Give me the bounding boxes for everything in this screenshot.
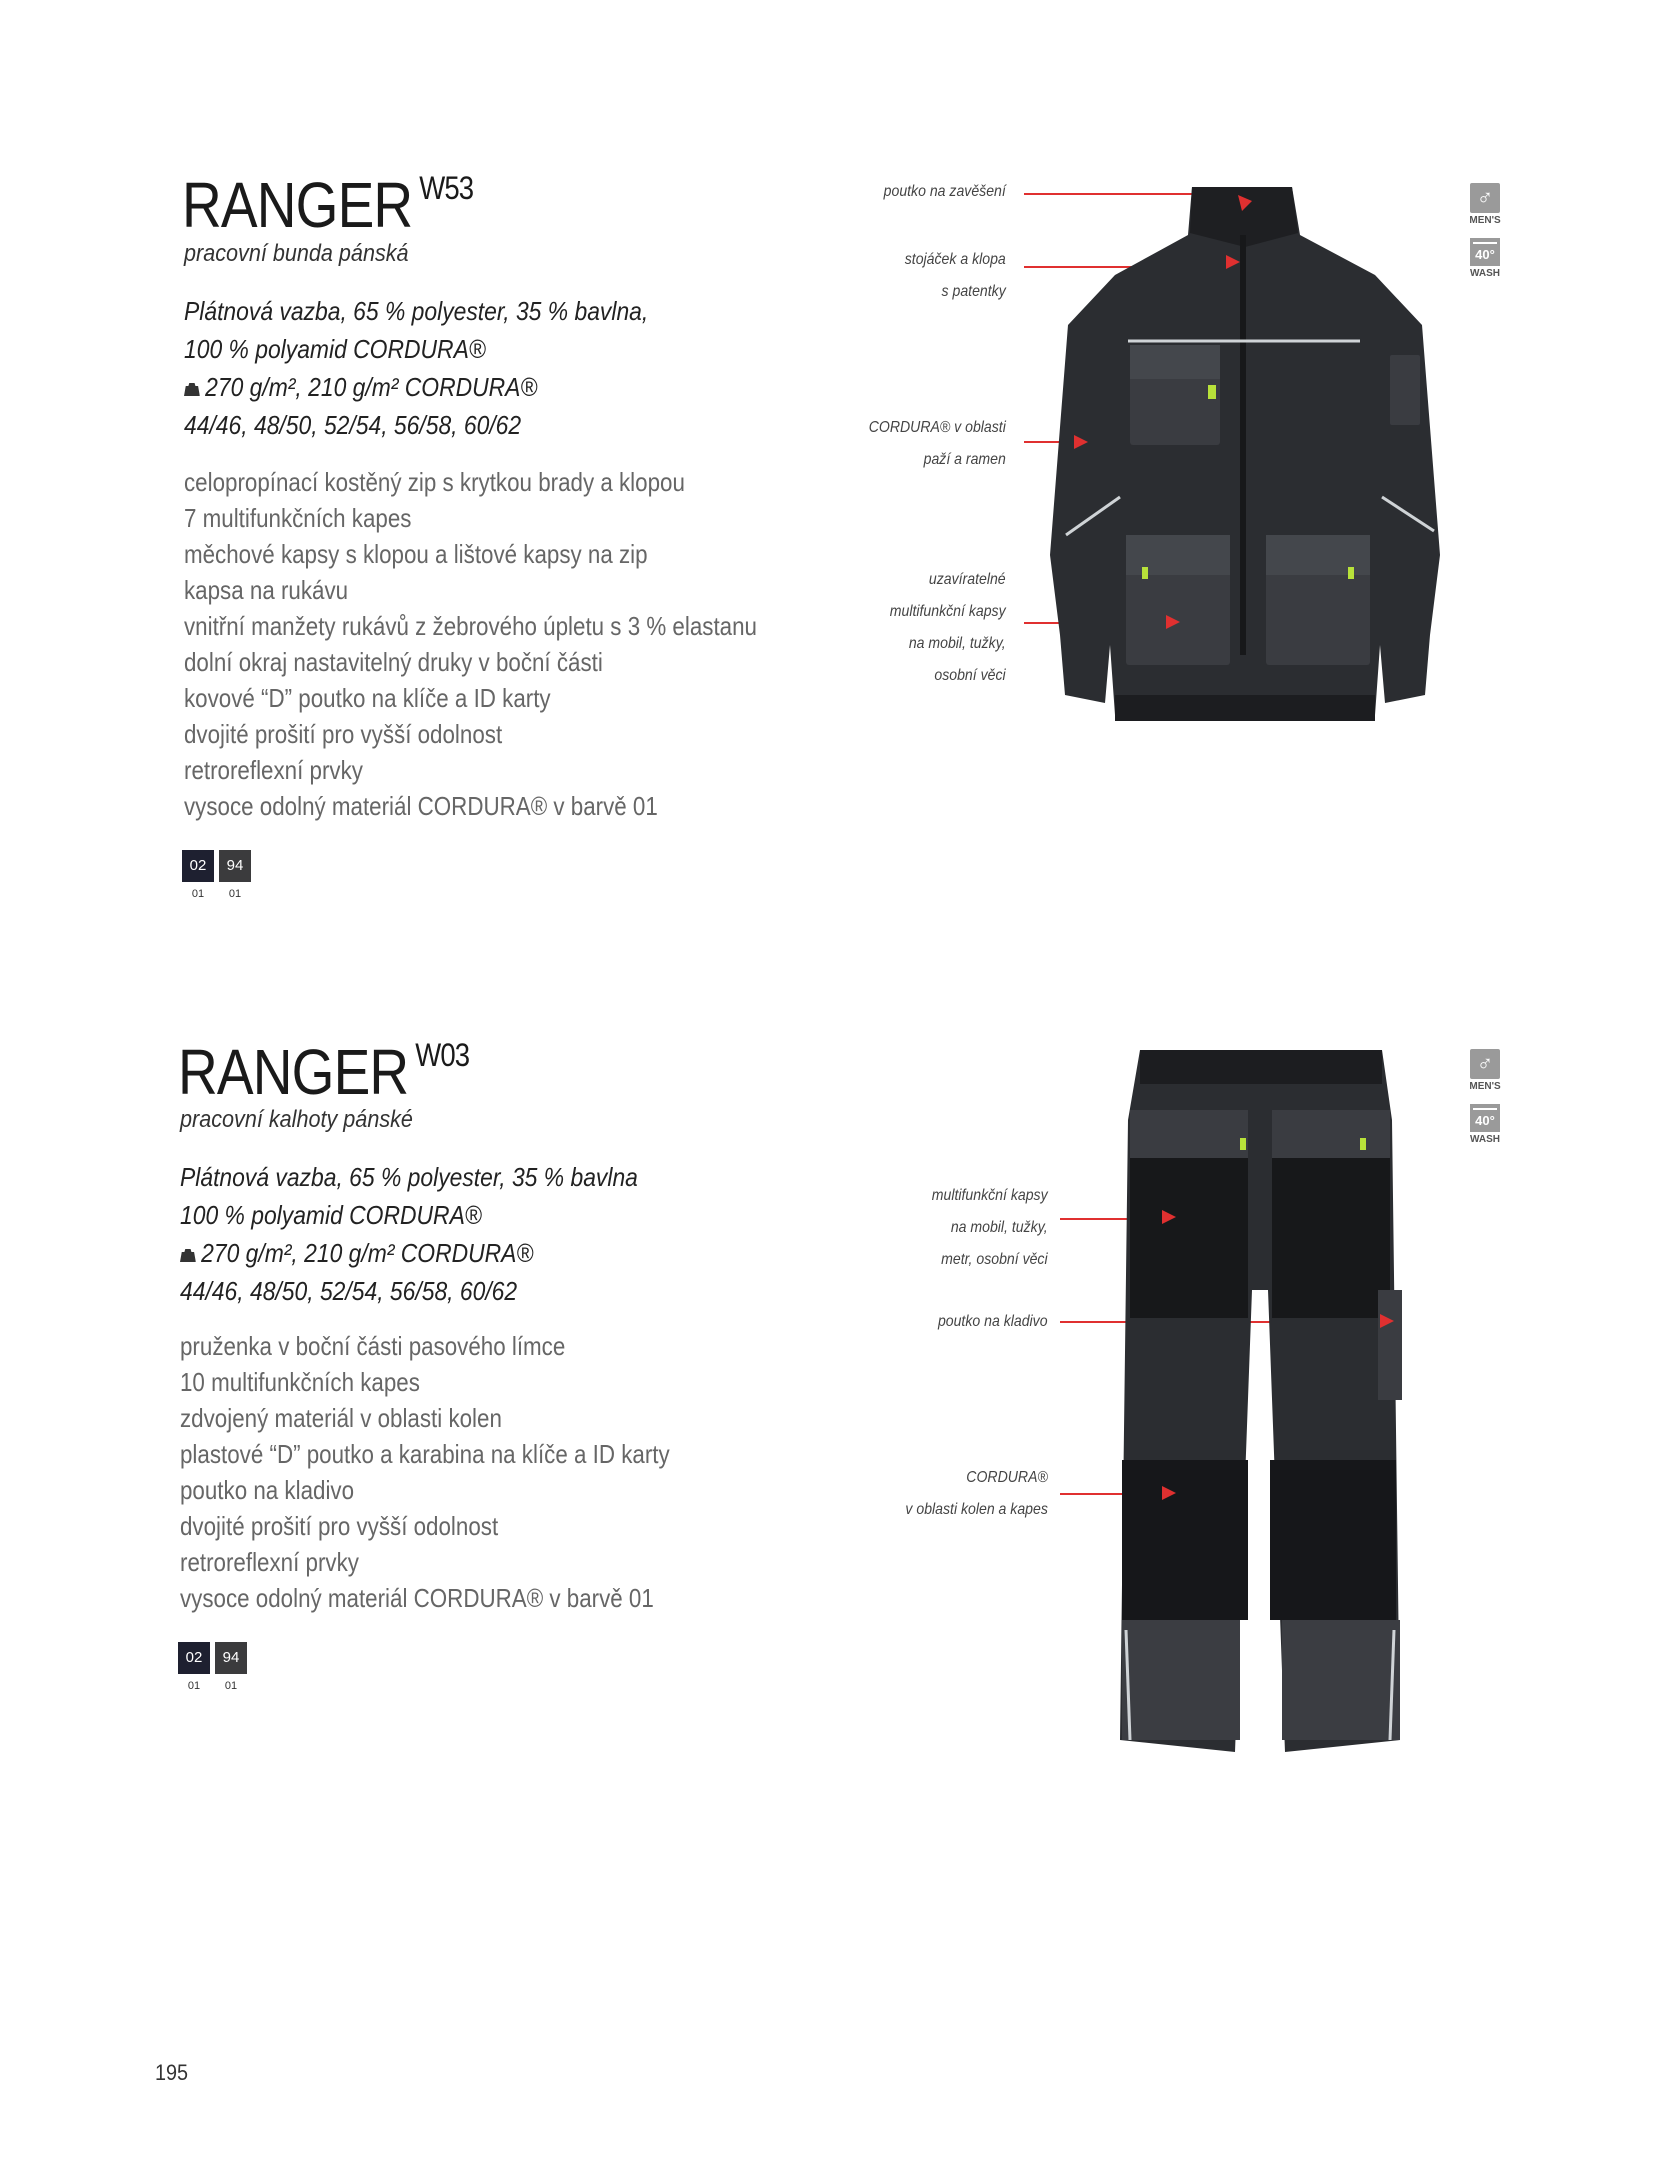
list-item: dolní okraj nastavitelný druky v boční části [184,647,603,677]
list-item: poutko na kladivo [180,1475,355,1505]
callout-cordura-knees: CORDURA® v oblasti kolen a kapes [905,1469,1048,1518]
list-item: vnitřní manžety rukávů z žebrového úpletu s 3 % elastanu [184,611,757,641]
list-item: kapsa na rukávu [184,575,349,605]
spec-cordura: 100 % polyamid CORDURA® [184,334,486,364]
product-subtitle: pracovní bunda pánská [184,240,409,267]
feature-list [180,1328,670,1616]
list-item: celopropínací kostěný zip s krytkou brady a klopou [184,467,685,497]
list-item: vysoce odolný materiál CORDURA® v barvě 01 [184,791,658,821]
color-swatch[interactable]: 94 01 [219,850,251,900]
spec-fabric: Plátnová vazba, 65 % polyester, 35 % bavlna, [184,296,649,326]
list-item: dvojité prošití pro vyšší odolnost [184,719,503,749]
trousers-image [1110,1040,1410,1760]
list-item: vysoce odolný materiál CORDURA® v barvě 01 [180,1583,654,1613]
product-title: RANGER $^{W53}$ [182,169,474,241]
list-item: pruženka v boční části pasového límce [180,1331,566,1361]
care-icons: ♂ MEN'S 40° WASH [1469,1051,1501,1145]
product-title: RANGER $^{W03}$ [178,1036,470,1108]
product-subtitle: pracovní kalhoty pánské [180,1106,413,1133]
list-item: plastové “D” poutko a karabina na klíče a ID karty [180,1439,670,1469]
callout-cordura-arms: CORDURA® v oblasti paží a ramen [868,419,1006,468]
color-swatch[interactable]: 94 01 [215,1642,247,1692]
list-item: měchové kapsy s klopou a lištové kapsy na zip [184,539,648,569]
callout-pockets: multifunkční kapsy na mobil, tužky, metr, osobní věci [932,1187,1048,1268]
weight-icon [184,382,200,396]
callout-pockets: uzavíratelné multifunkční kapsy na mobil, tužky, osobní věci [890,571,1006,684]
wash-icon: 40° [1470,1104,1500,1132]
spec-fabric: Plátnová vazba, 65 % polyester, 35 % bavlna [180,1162,638,1192]
color-swatches [182,850,251,900]
list-item: retroreflexní prvky [180,1547,359,1577]
spec-sizes: 44/46, 48/50, 52/54, 56/58, 60/62 [180,1276,518,1306]
spec-weight: 270 g/m², 210 g/m² CORDURA® [180,1234,638,1272]
male-icon: ♂ [1470,1049,1500,1079]
list-item: zdvojený materiál v oblasti kolen [180,1403,502,1433]
list-item: 7 multifunkčních kapes [184,503,412,533]
product-specs [184,292,648,444]
list-item: dvojité prošití pro vyšší odolnost [180,1511,499,1541]
list-item: retroreflexní prvky [184,755,363,785]
spec-sizes: 44/46, 48/50, 52/54, 56/58, 60/62 [184,410,522,440]
jacket-image [1030,175,1460,735]
weight-icon [180,1248,196,1262]
callout-hammer-loop: poutko na kladivo [938,1313,1048,1330]
list-item: kovové “D” poutko na klíče a ID karty [184,683,551,713]
list-item: 10 multifunkčních kapes [180,1367,420,1397]
care-icons: ♂ MEN'S 40° WASH [1469,185,1501,279]
page-number: 195 [155,2060,189,2085]
callout-collar: stojáček a klopa s patentky [905,251,1006,300]
color-swatches [178,1642,247,1692]
wash-icon: 40° [1470,238,1500,266]
callout-hanging-loop: poutko na zavěšení [883,183,1006,200]
feature-list [184,464,757,824]
spec-weight: 270 g/m², 210 g/m² CORDURA® [184,368,648,406]
color-swatch[interactable]: 02 01 [178,1642,210,1692]
spec-cordura: 100 % polyamid CORDURA® [180,1200,482,1230]
male-icon: ♂ [1470,183,1500,213]
color-swatch[interactable]: 02 01 [182,850,214,900]
product-specs [180,1158,638,1310]
